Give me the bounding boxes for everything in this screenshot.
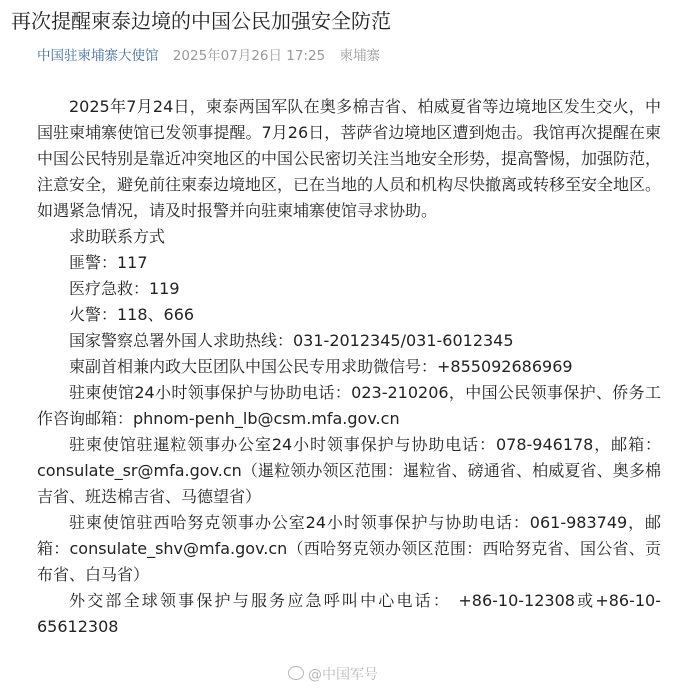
article-body [37, 94, 661, 640]
contact-item: 外交部全球领事保护与服务应急呼叫中心电话： +86-10-12308或+86-10-65612308 [37, 591, 661, 636]
watermark-text: @中国军号 [308, 667, 378, 683]
contact-list [37, 224, 661, 640]
contact-item: 匪警：117 [69, 253, 148, 272]
contact-item: 火警：118、666 [69, 305, 195, 324]
watermark [288, 664, 378, 684]
contact-item: 医疗急救：119 [69, 279, 180, 298]
contact-item: 国家警察总署外国人求助热线：031-2012345/031-6012345 [69, 331, 514, 350]
contact-item: 驻柬使馆驻暹粒领事办公室24小时领事保护与协助电话：078-946178，邮箱：consulate_sr@mfa.gov.cn（暹粒领办领区范围：暹粒省、磅通省、柏威夏省、奥多棉吉省、班迭棉吉省、马德望省） [37, 435, 661, 506]
contact-item: 柬副首相兼内政大臣团队中国公民专用求助微信号：+855092686969 [69, 357, 573, 376]
article-title: 再次提醒柬泰边境的中国公民加强安全防范 [11, 9, 391, 33]
contact-item: 驻柬使馆24小时领事保护与协助电话：023-210206，中国公民领事保护、侨务工作咨询邮箱：phnom-penh_lb@csm.mfa.gov.cn [37, 383, 661, 428]
source-link[interactable]: 中国驻柬埔寨大使馆 [37, 48, 159, 64]
location-label: 柬埔寨 [339, 48, 381, 64]
contacts-heading: 求助联系方式 [69, 227, 166, 246]
article-meta [37, 46, 380, 66]
publish-datetime: 2025年07月26日 17:25 [172, 48, 326, 64]
contact-item: 驻柬使馆驻西哈努克领事办公室24小时领事保护与协助电话：061-983749，邮箱：consulate_shv@mfa.gov.cn（西哈努克领办领区范围：西哈努克省、国公省、贡布省、白马省） [37, 513, 661, 584]
weibo-icon [288, 666, 304, 680]
article-paragraph: 2025年7月24日，柬泰两国军队在奥多棉吉省、柏威夏省等边境地区发生交火，中国驻柬埔寨使馆已发领事提醒。7月26日，菩萨省边境地区遭到炮击。我馆再次提醒在柬中国公民特别是靠近冲突地区的中国公民密切关注当地安全形势，提高警惕，加强防范，注意安全，避免前往柬泰边境地区，已在当地的人员和机构尽快撤离或转移至安全地区。如遇紧急情况，请及时报警并向驻柬埔寨使馆寻求协助。 [37, 97, 662, 220]
